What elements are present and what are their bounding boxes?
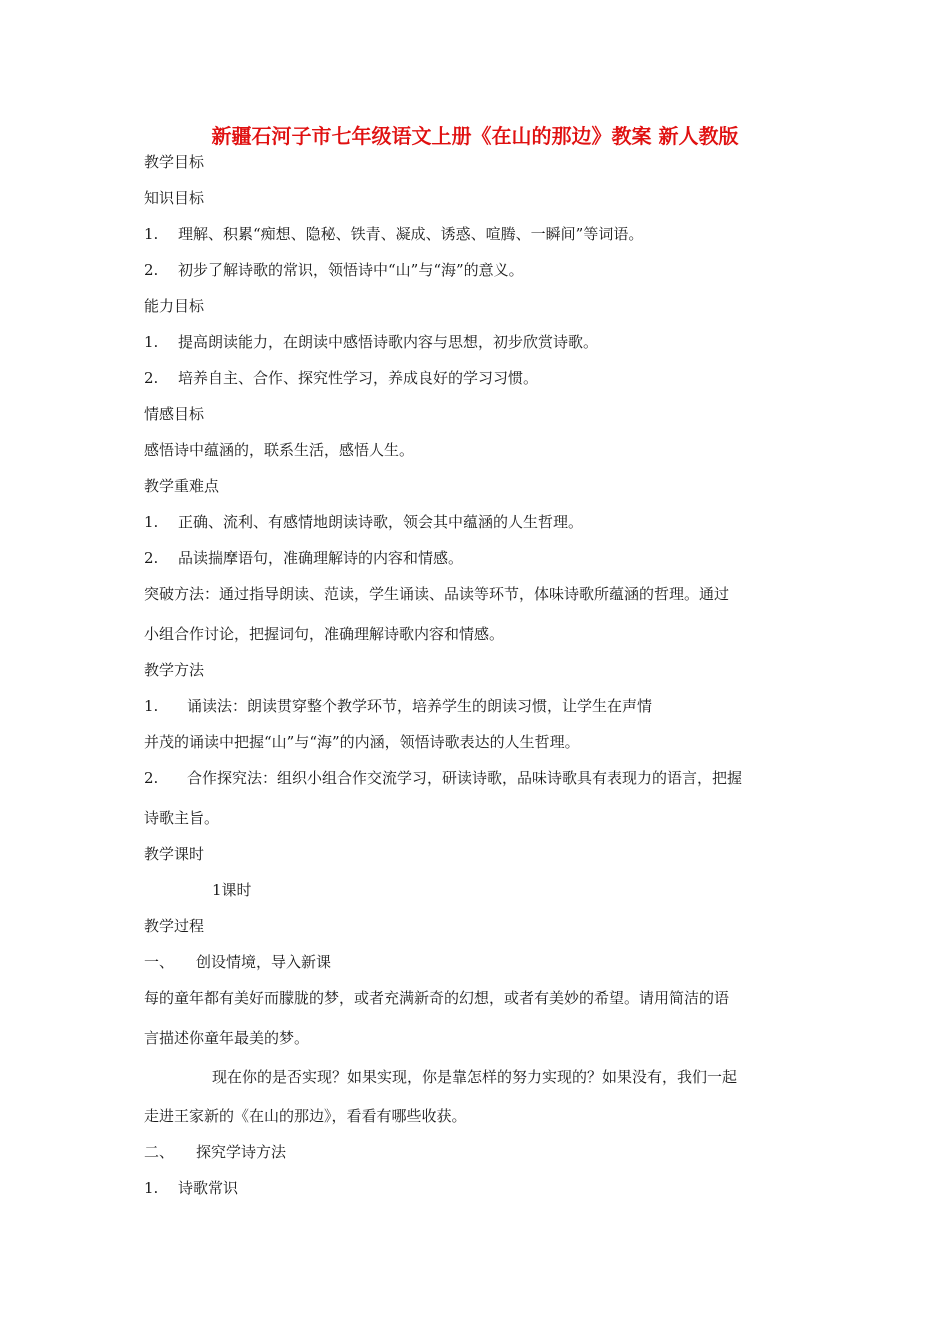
list-number: 1. <box>144 333 159 351</box>
list-number: 2. <box>144 769 159 787</box>
section-number: 一、 <box>144 953 175 971</box>
method-2-line-1 <box>144 767 742 789</box>
list-text: 提高朗读能力，在朗读中感悟诗歌内容与思想，初步欣赏诗歌。 <box>178 333 599 351</box>
list-text: 理解、积累“痴想、隐秘、铁青、凝成、诱惑、喧腾、一瞬间”等词语。 <box>178 225 644 243</box>
list-text: 培养自主、合作、探究性学习，养成良好的学习习惯。 <box>178 369 539 387</box>
ability-item-2 <box>144 367 538 389</box>
section-1-paragraph-2-line-1: 现在你的是否实现？如果实现，你是靠怎样的努力实现的？如果没有，我们一起 <box>212 1068 738 1086</box>
list-text: 诗歌常识 <box>178 1179 239 1197</box>
knowledge-item-1 <box>144 223 643 245</box>
section-2-item-1 <box>144 1177 238 1199</box>
heading-knowledge-goals: 知识目标 <box>144 189 205 207</box>
section-2-heading <box>144 1141 286 1163</box>
breakthrough-line-1: 突破方法：通过指导朗读、范读，学生诵读、品读等环节，体味诗歌所蕴涵的哲理。通过 <box>144 585 730 603</box>
list-number: 1. <box>144 225 159 243</box>
document-title: 新疆石河子市七年级语文上册《在山的那边》教案 新人教版 <box>211 124 739 148</box>
list-number: 1. <box>144 697 159 715</box>
heading-class-hours: 教学课时 <box>144 845 205 863</box>
list-number: 2. <box>144 549 159 567</box>
list-text: 合作探究法：组织小组合作交流学习，研读诗歌，品味诗歌具有表现力的语言，把握 <box>187 769 743 787</box>
list-text: 初步了解诗歌的常识，领悟诗中“山”与“海”的意义。 <box>178 261 524 279</box>
emotion-text: 感悟诗中蕴涵的，联系生活，感悟人生。 <box>144 441 415 459</box>
heading-emotion-goals: 情感目标 <box>144 405 205 423</box>
heading-teaching-goals: 教学目标 <box>144 153 205 171</box>
section-1-paragraph-2-line-2: 走进王家新的《在山的那边》，看看有哪些收获。 <box>144 1107 467 1125</box>
section-title: 探究学诗方法 <box>196 1143 287 1161</box>
knowledge-item-2 <box>144 259 524 281</box>
list-number: 2. <box>144 369 159 387</box>
method-1-line-2: 并茂的诵读中把握“山”与“海”的内涵，领悟诗歌表达的人生哲理。 <box>144 733 580 751</box>
heading-methods: 教学方法 <box>144 661 205 679</box>
key-point-1 <box>144 511 583 533</box>
key-point-2 <box>144 547 463 569</box>
section-1-paragraph-1-line-1: 每的童年都有美好而朦胧的梦，或者充满新奇的幻想，或者有美妙的希望。请用简洁的语 <box>144 989 730 1007</box>
section-number: 二、 <box>144 1143 175 1161</box>
section-1-paragraph-1-line-2: 言描述你童年最美的梦。 <box>144 1029 310 1047</box>
heading-ability-goals: 能力目标 <box>144 297 205 315</box>
breakthrough-line-2: 小组合作讨论，把握词句，准确理解诗歌内容和情感。 <box>144 625 505 643</box>
list-text: 诵读法：朗读贯穿整个教学环节，培养学生的朗读习惯，让学生在声情 <box>187 697 653 715</box>
section-1-heading <box>144 951 331 973</box>
heading-key-points: 教学重难点 <box>144 477 220 495</box>
list-text: 品读揣摩语句，准确理解诗的内容和情感。 <box>178 549 464 567</box>
heading-process: 教学过程 <box>144 917 205 935</box>
method-1-line-1 <box>144 695 652 717</box>
list-number: 1. <box>144 513 159 531</box>
method-2-line-2: 诗歌主旨。 <box>144 809 220 827</box>
class-hours-value: 1课时 <box>212 881 252 899</box>
section-title: 创设情境，导入新课 <box>196 953 332 971</box>
list-text: 正确、流利、有感情地朗读诗歌，领会其中蕴涵的人生哲理。 <box>178 513 584 531</box>
list-number: 1. <box>144 1179 159 1197</box>
ability-item-1 <box>144 331 598 353</box>
list-number: 2. <box>144 261 159 279</box>
